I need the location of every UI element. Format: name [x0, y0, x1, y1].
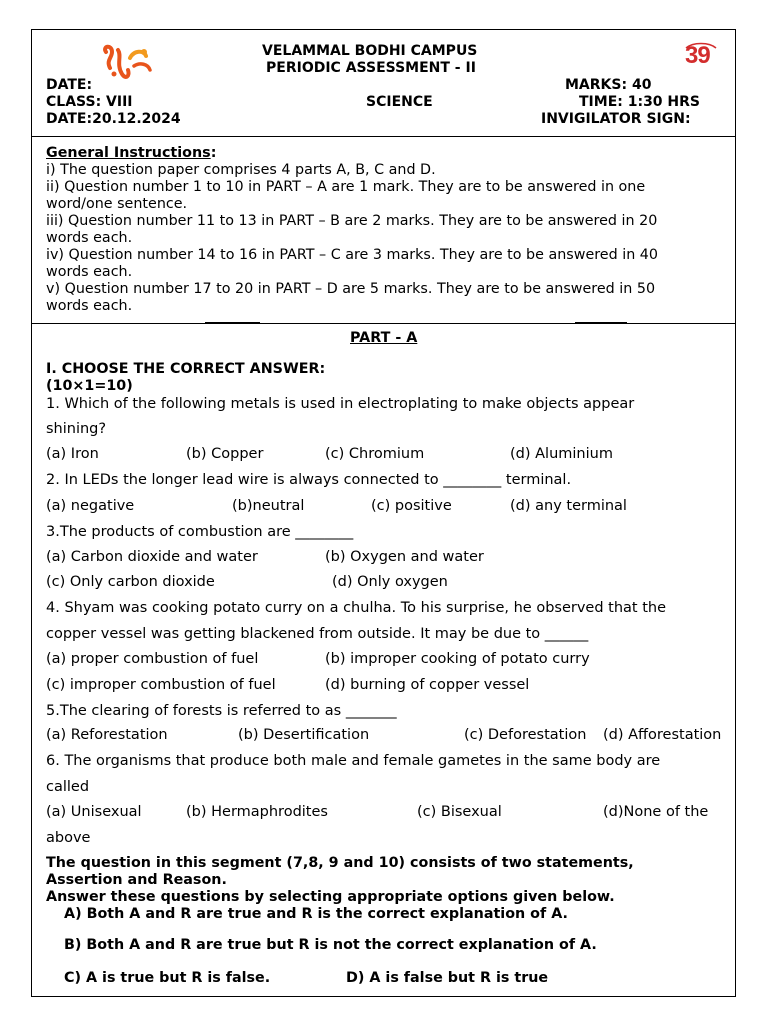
instruction-line: ii) Question number 1 to 10 in PART – A are 1 mark. They are to be answered in one — [46, 179, 646, 195]
q3-option-b: (b) Oxygen and water — [325, 549, 484, 565]
question-4-text-cont: copper vessel was getting blackened from outside. It may be due to ______ — [46, 626, 589, 642]
q6-option-c: (c) Bisexual — [417, 804, 502, 820]
question-1-text: 1. Which of the following metals is used in electroplating to make objects appear — [46, 396, 635, 412]
assertion-option-c: C) A is true but R is false. — [64, 970, 271, 986]
assertion-intro-cont: Assertion and Reason. — [46, 872, 227, 888]
assertion-intro: The question in this segment (7,8, 9 and 10) consists of two statements, — [46, 855, 634, 871]
marks: MARKS: 40 — [565, 77, 652, 93]
instruction-line: words each. — [46, 230, 133, 246]
q5-option-a: (a) Reforestation — [46, 727, 168, 743]
question-6-text: 6. The organisms that produce both male and female gametes in the same body are — [46, 753, 661, 769]
assertion-option-d: D) A is false but R is true — [346, 970, 549, 986]
invigilator-sign: INVIGILATOR SIGN: — [541, 111, 691, 127]
divider-accent — [205, 322, 260, 324]
question-2-text: 2. In LEDs the longer lead wire is always connected to ________ terminal. — [46, 472, 572, 488]
q2-option-b: (b)neutral — [232, 498, 305, 514]
divider-accent — [575, 322, 627, 324]
q4-option-c: (c) improper combustion of fuel — [46, 677, 276, 693]
instruction-line: i) The question paper comprises 4 parts A, B, C and D. — [46, 162, 436, 178]
date-label: DATE: — [46, 77, 93, 93]
assertion-option-b: B) Both A and R are true but R is not the correct explanation of A. — [64, 937, 597, 953]
instructions-divider — [31, 323, 736, 324]
exam-title: PERIODIC ASSESSMENT - II — [266, 60, 476, 76]
class-label: CLASS: VIII — [46, 94, 133, 110]
question-5-text: 5.The clearing of forests is referred to as _______ — [46, 703, 397, 719]
school-name: VELAMMAL BODHI CAMPUS — [262, 43, 478, 59]
q1-option-d: (d) Aluminium — [510, 446, 613, 462]
section-marks: (10×1=10) — [46, 378, 133, 394]
q4-option-d: (d) burning of copper vessel — [325, 677, 530, 693]
q5-option-b: (b) Desertification — [238, 727, 370, 743]
instructions-heading — [46, 145, 216, 161]
school-logo-icon — [100, 44, 156, 84]
instruction-line: v) Question number 17 to 20 in PART – D are 5 marks. They are to be answered in 50 — [46, 281, 656, 297]
question-4-text: 4. Shyam was cooking potato curry on a chulha. To his surprise, he observed that the — [46, 600, 667, 616]
instruction-line: words each. — [46, 264, 133, 280]
q1-option-c: (c) Chromium — [325, 446, 425, 462]
section-heading: I. CHOOSE THE CORRECT ANSWER: — [46, 361, 326, 377]
instruction-line: word/one sentence. — [46, 196, 188, 212]
badge-number: 39 — [685, 42, 710, 69]
q3-option-a: (a) Carbon dioxide and water — [46, 549, 258, 565]
q4-option-a: (a) proper combustion of fuel — [46, 651, 259, 667]
q6-option-d-cont: above — [46, 830, 91, 846]
instruction-line: iii) Question number 11 to 13 in PART – B are 2 marks. They are to be answered in 20 — [46, 213, 658, 229]
q4-option-b: (b) improper cooking of potato curry — [325, 651, 590, 667]
instructions-heading-text: General Instructions — [46, 145, 211, 161]
part-a-title: PART - A — [350, 330, 418, 346]
anniversary-badge-icon — [683, 40, 719, 70]
time: TIME: 1:30 HRS — [579, 94, 701, 110]
instruction-line: iv) Question number 14 to 16 in PART – C are 3 marks. They are to be answered in 40 — [46, 247, 658, 263]
q6-option-b: (b) Hermaphrodites — [186, 804, 328, 820]
q6-option-a: (a) Unisexual — [46, 804, 142, 820]
q2-option-c: (c) positive — [371, 498, 452, 514]
q1-option-a: (a) Iron — [46, 446, 99, 462]
question-1-text-cont: shining? — [46, 421, 107, 437]
q5-option-c: (c) Deforestation — [464, 727, 587, 743]
header-divider — [31, 136, 736, 137]
q5-option-d: (d) Afforestation — [603, 727, 722, 743]
q1-option-b: (b) Copper — [186, 446, 264, 462]
assertion-instruction: Answer these questions by selecting appropriate options given below. — [46, 889, 615, 905]
q3-option-d: (d) Only oxygen — [332, 574, 448, 590]
q3-option-c: (c) Only carbon dioxide — [46, 574, 215, 590]
q2-option-d: (d) any terminal — [510, 498, 627, 514]
question-6-text-cont: called — [46, 779, 90, 795]
exam-date: DATE:20.12.2024 — [46, 111, 181, 127]
q2-option-a: (a) negative — [46, 498, 135, 514]
q6-option-d: (d)None of the — [603, 804, 709, 820]
subject: SCIENCE — [366, 94, 433, 110]
question-3-text: 3.The products of combustion are ________ — [46, 524, 354, 540]
instructions-heading-colon: : — [210, 145, 217, 161]
assertion-option-a: A) Both A and R are true and R is the correct explanation of A. — [64, 906, 568, 922]
instruction-line: words each. — [46, 298, 133, 314]
